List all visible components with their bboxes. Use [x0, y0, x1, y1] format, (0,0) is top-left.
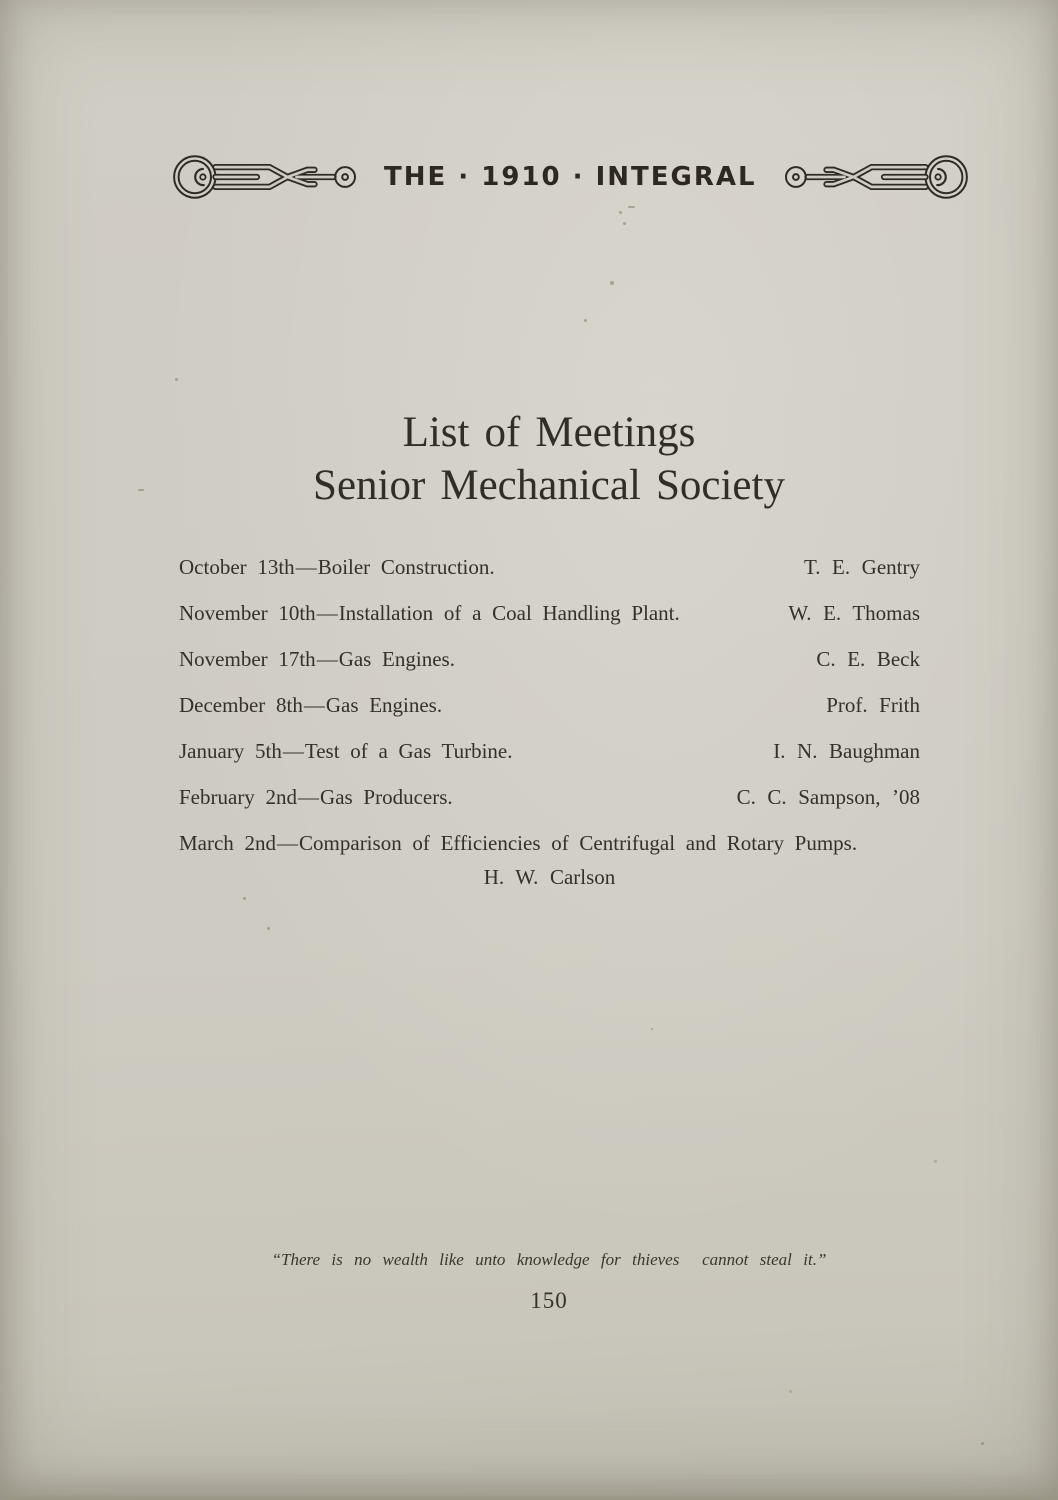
scan-speck [619, 211, 622, 214]
meeting-list [179, 552, 920, 892]
meeting-row [179, 598, 920, 644]
dash-separator: — [277, 831, 299, 855]
meeting-row [179, 782, 920, 828]
meeting-entry [179, 690, 442, 720]
meeting-topic: Gas Producers. [320, 785, 453, 809]
meeting-presenter: W. E. Thomas [788, 601, 920, 625]
scan-speck [138, 489, 144, 491]
flourish-left-icon [168, 150, 380, 204]
meeting-row [179, 736, 920, 782]
scan-speck [628, 206, 635, 208]
dash-separator: — [295, 555, 317, 579]
meeting-presenter: T. E. Gentry [803, 555, 920, 579]
meeting-row [179, 552, 920, 598]
meeting-topic: Gas Engines. [338, 647, 455, 671]
page-bottom-shadow [0, 1494, 1058, 1500]
page-title-line1: List of Meetings [402, 409, 696, 456]
meeting-entry [179, 552, 495, 582]
meeting-entry [179, 736, 512, 766]
page-title-line2: Senior Mechanical Society [313, 462, 785, 509]
meeting-row [179, 644, 920, 690]
meeting-topic: Comparison of Efficiencies of Centrifugal and Rotary Pumps. [299, 831, 858, 855]
book-title: THE · 1910 · INTEGRAL [384, 162, 757, 192]
meeting-entry [179, 598, 680, 628]
dash-separator: — [298, 785, 320, 809]
meeting-presenter: Prof. Frith [826, 693, 920, 717]
scan-speck [610, 281, 614, 285]
meeting-presenter: C. E. Beck [816, 647, 920, 671]
meeting-date: February 2nd [179, 785, 298, 809]
page-header [168, 148, 928, 206]
meeting-presenter: C. C. Sampson, ’08 [736, 785, 920, 809]
dash-separator: — [316, 601, 338, 625]
meeting-date: December 8th [179, 693, 303, 717]
scan-speck [651, 1028, 653, 1030]
dash-separator: — [316, 647, 338, 671]
meeting-presenter: I. N. Baughman [773, 739, 920, 763]
scan-speck [243, 897, 246, 900]
page-title [178, 406, 920, 512]
meeting-topic: Test of a Gas Turbine. [304, 739, 513, 763]
scan-speck [789, 1390, 792, 1393]
scan-speck [934, 1160, 937, 1163]
meeting-topic: Boiler Construction. [317, 555, 495, 579]
dash-separator: — [282, 739, 304, 763]
scan-speck [267, 927, 270, 930]
page-number: 150 [530, 1288, 568, 1313]
meeting-date: November 17th [179, 647, 316, 671]
footer-quote: “There is no wealth like unto knowledge for thieves cannot steal it.” [271, 1250, 827, 1269]
meeting-row [179, 690, 920, 736]
meeting-date: October 13th [179, 555, 295, 579]
flourish-right-icon [761, 150, 973, 204]
scan-speck [623, 222, 626, 225]
meeting-topic: Installation of a Coal Handling Plant. [338, 601, 680, 625]
meeting-entry [179, 644, 455, 674]
meeting-date: November 10th [179, 601, 316, 625]
scan-speck [981, 1442, 984, 1445]
meeting-topic: Gas Engines. [325, 693, 443, 717]
scan-speck [584, 319, 587, 322]
meeting-date: January 5th [179, 739, 282, 763]
meeting-entry [179, 831, 857, 855]
meeting-row [179, 828, 920, 858]
meeting-date: March 2nd [179, 831, 277, 855]
scan-speck [175, 378, 178, 381]
meeting-presenter: H. W. Carlson [483, 865, 616, 889]
dash-separator: — [303, 693, 325, 717]
meeting-entry [179, 782, 453, 812]
